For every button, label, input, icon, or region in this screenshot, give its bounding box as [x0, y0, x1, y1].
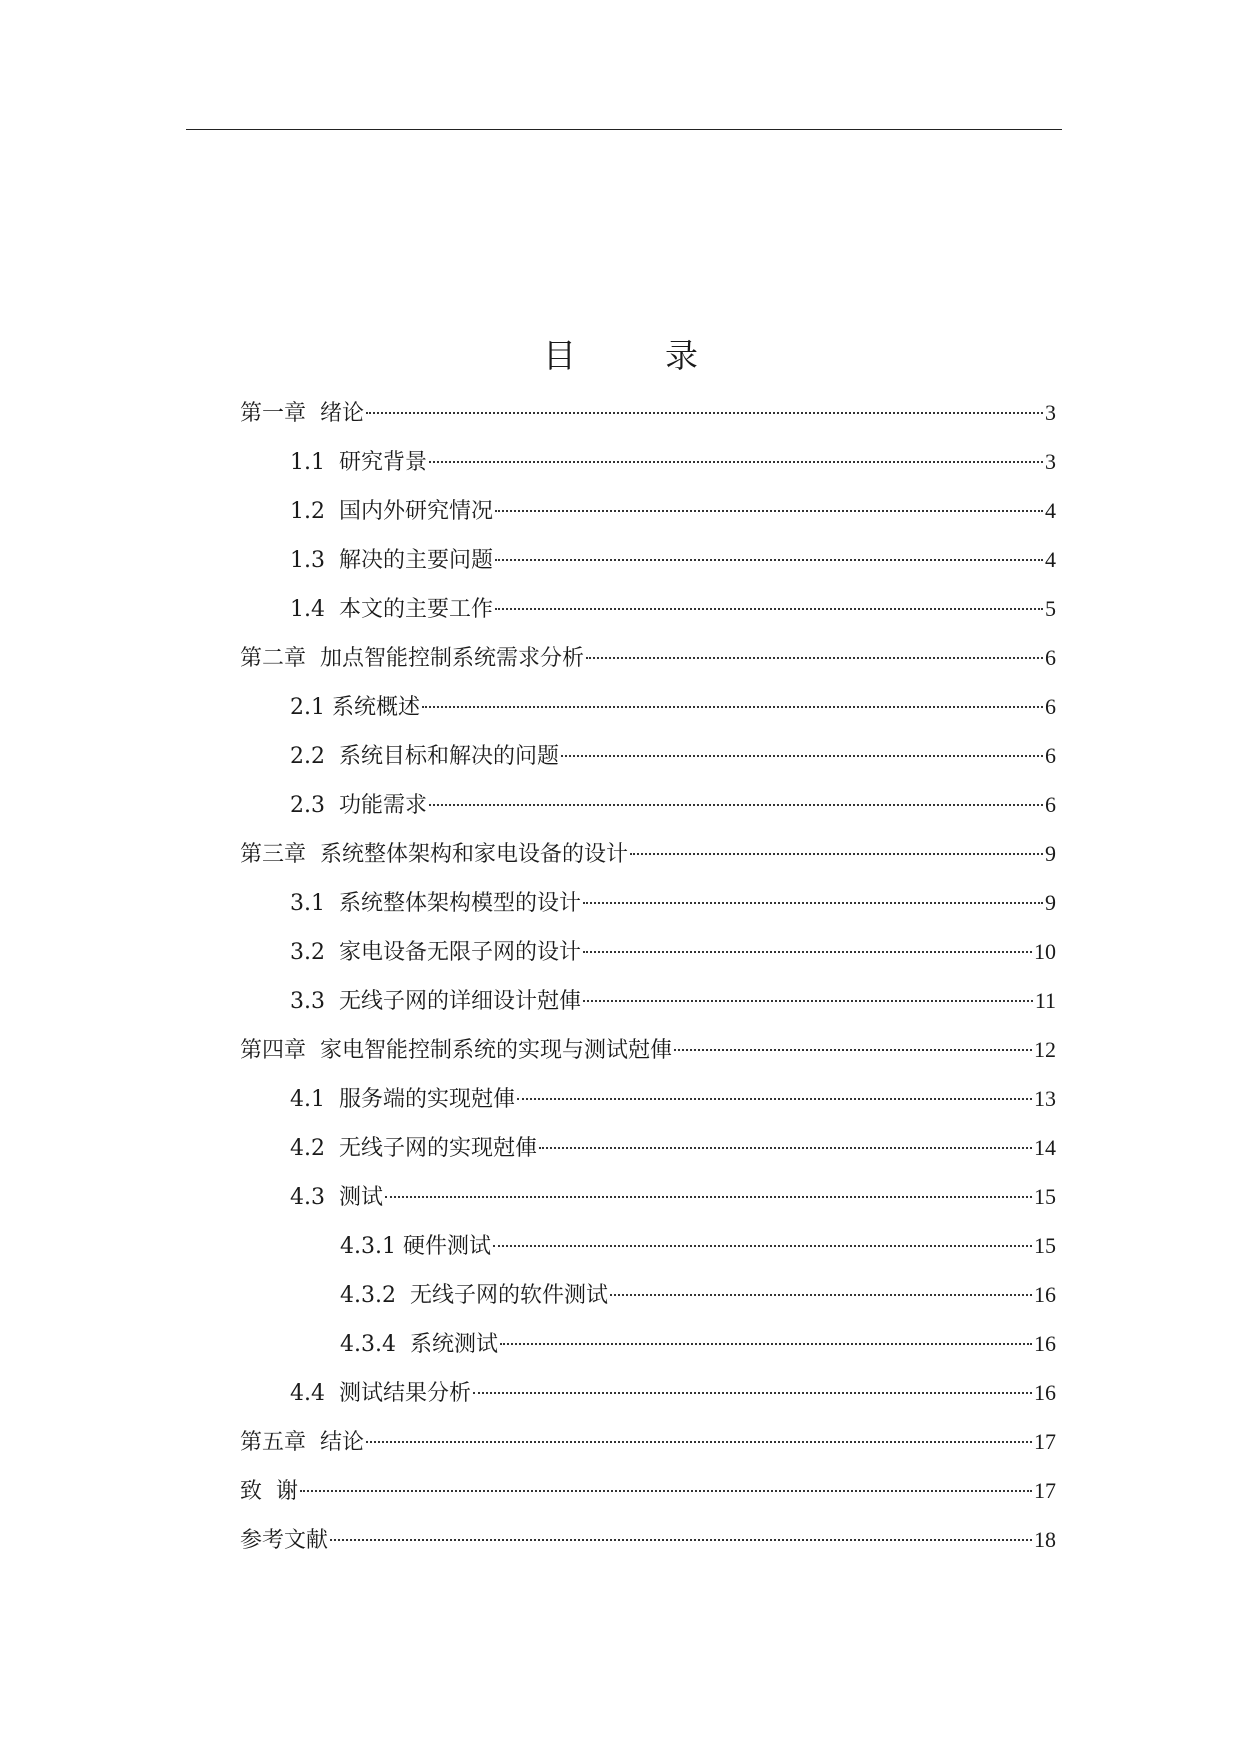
toc-entry[interactable] — [240, 780, 1056, 829]
toc-entry-page-number: 9 — [1045, 841, 1056, 866]
toc-entry-label: 1.2 国内外研究情况 — [290, 499, 493, 524]
dot-leader — [517, 1098, 1032, 1100]
toc-entry-page-number: 6 — [1045, 645, 1056, 670]
toc-entry-label: 1.3 解决的主要问题 — [290, 548, 493, 573]
dot-leader — [539, 1147, 1032, 1149]
toc-entry[interactable] — [240, 829, 1056, 878]
toc-entry[interactable] — [240, 1025, 1056, 1074]
toc-title: 目 录 — [543, 336, 726, 375]
toc-entry[interactable] — [240, 437, 1056, 486]
toc-entry-page-number: 6 — [1045, 792, 1056, 817]
toc-entry-label: 致 谢 — [240, 1479, 298, 1504]
dot-leader — [610, 1294, 1032, 1296]
dot-leader — [583, 1000, 1033, 1002]
toc-entry[interactable] — [240, 535, 1056, 584]
toc-entry-page-number: 3 — [1045, 400, 1056, 425]
toc-entry[interactable] — [240, 976, 1056, 1025]
toc-entry-label: 4.3 测试 — [290, 1185, 383, 1210]
toc-entry-page-number: 15 — [1034, 1184, 1056, 1209]
dot-leader — [630, 853, 1043, 855]
toc-entry-page-number: 4 — [1045, 498, 1056, 523]
toc-entry-label: 3.2 家电设备无限子网的设计 — [290, 940, 581, 965]
toc-entry[interactable] — [240, 388, 1056, 437]
dot-leader — [583, 951, 1032, 953]
dot-leader — [586, 657, 1043, 659]
toc-entry-page-number: 13 — [1034, 1086, 1056, 1111]
dot-leader — [366, 1441, 1032, 1443]
toc-entry-label: 4.4 测试结果分析 — [290, 1381, 471, 1406]
toc-entry-label: 4.1 服务端的实现尅俥 — [290, 1087, 515, 1112]
dot-leader — [495, 510, 1043, 512]
toc-entry-label: 2.1 系统概述 — [290, 695, 420, 720]
toc-entry[interactable] — [240, 633, 1056, 682]
toc-entry-label: 2.2 系统目标和解决的问题 — [290, 744, 559, 769]
toc-entry[interactable] — [240, 486, 1056, 535]
toc-entry[interactable] — [240, 1270, 1056, 1319]
toc-entry[interactable] — [240, 927, 1056, 976]
toc-entry-label: 第四章 家电智能控制系统的实现与测试尅俥 — [240, 1038, 672, 1063]
toc-entry-label: 第三章 系统整体架构和家电设备的设计 — [240, 842, 628, 867]
toc-entry[interactable] — [240, 584, 1056, 633]
toc-entry[interactable] — [240, 1221, 1056, 1270]
dot-leader — [330, 1539, 1032, 1541]
dot-leader — [674, 1049, 1032, 1051]
toc-entry-label: 1.1 研究背景 — [290, 450, 427, 475]
toc-entry-page-number: 10 — [1034, 939, 1056, 964]
dot-leader — [429, 461, 1043, 463]
toc-entry[interactable] — [240, 1172, 1056, 1221]
dot-leader — [493, 1245, 1032, 1247]
dot-leader — [366, 412, 1043, 414]
toc-entry-label: 4.2 无线子网的实现尅俥 — [290, 1136, 537, 1161]
header-rule — [186, 129, 1062, 130]
toc-entry-label: 第五章 结论 — [240, 1430, 364, 1455]
dot-leader — [385, 1196, 1032, 1198]
toc-entry[interactable] — [240, 1074, 1056, 1123]
toc-entry-page-number: 14 — [1034, 1135, 1056, 1160]
toc-entry[interactable] — [240, 1368, 1056, 1417]
dot-leader — [561, 755, 1043, 757]
toc-entry-page-number: 17 — [1034, 1478, 1056, 1503]
toc-entry[interactable] — [240, 682, 1056, 731]
toc-entry-page-number: 16 — [1034, 1282, 1056, 1307]
toc-entry-page-number: 16 — [1034, 1331, 1056, 1356]
toc-entry-label: 2.3 功能需求 — [290, 793, 427, 818]
dot-leader — [495, 559, 1043, 561]
dot-leader — [473, 1392, 1032, 1394]
toc-entry[interactable] — [240, 1466, 1056, 1515]
toc-entry-page-number: 18 — [1034, 1527, 1056, 1552]
toc-entry-label: 3.3 无线子网的详细设计尅俥 — [290, 989, 581, 1014]
toc-entry[interactable] — [240, 731, 1056, 780]
toc-entry-page-number: 11 — [1034, 988, 1056, 1013]
toc-entry-label: 第一章 绪论 — [240, 401, 364, 426]
toc-entry-page-number: 5 — [1045, 596, 1056, 621]
toc-entry-page-number: 15 — [1034, 1233, 1056, 1258]
toc-entry[interactable] — [240, 1123, 1056, 1172]
toc-entry-page-number: 17 — [1034, 1429, 1056, 1454]
toc-entry[interactable] — [240, 878, 1056, 927]
toc-entry-page-number: 6 — [1045, 694, 1056, 719]
toc-entry[interactable] — [240, 1319, 1056, 1368]
toc-entry[interactable] — [240, 1515, 1056, 1564]
toc-entry-page-number: 6 — [1045, 743, 1056, 768]
toc-entry-page-number: 4 — [1045, 547, 1056, 572]
toc-entry-page-number: 3 — [1045, 449, 1056, 474]
dot-leader — [500, 1343, 1032, 1345]
toc-entry-label: 4.3.1 硬件测试 — [340, 1234, 491, 1259]
dot-leader — [422, 706, 1043, 708]
toc-entry-label: 4.3.2 无线子网的软件测试 — [340, 1283, 608, 1308]
dot-leader — [495, 608, 1043, 610]
toc-entry[interactable] — [240, 1417, 1056, 1466]
dot-leader — [583, 902, 1043, 904]
toc-entry-label: 1.4 本文的主要工作 — [290, 597, 493, 622]
toc-entry-page-number: 12 — [1034, 1037, 1056, 1062]
dot-leader — [300, 1490, 1032, 1492]
toc-list — [240, 388, 1056, 1564]
toc-entry-page-number: 9 — [1045, 890, 1056, 915]
toc-entry-label: 第二章 加点智能控制系统需求分析 — [240, 646, 584, 671]
toc-entry-label: 3.1 系统整体架构模型的设计 — [290, 891, 581, 916]
toc-entry-page-number: 16 — [1034, 1380, 1056, 1405]
toc-entry-label: 参考文献 — [240, 1528, 329, 1553]
toc-entry-label: 4.3.4 系统测试 — [340, 1332, 498, 1357]
dot-leader — [429, 804, 1043, 806]
